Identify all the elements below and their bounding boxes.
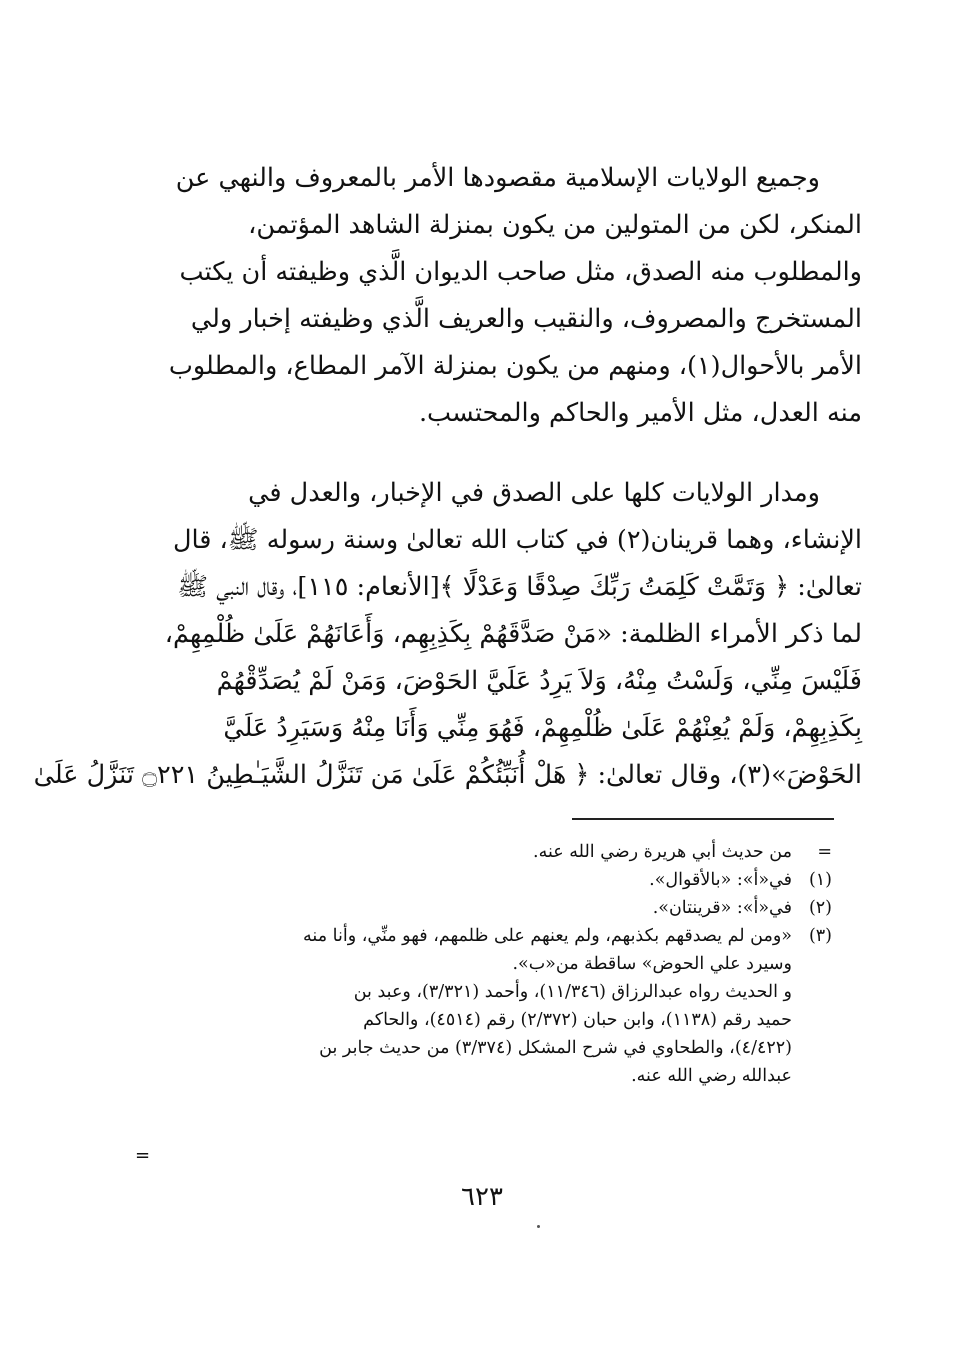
text-line: تعالىٰ: ﴿ وَتَمَّتْ كَلِمَتُ رَبِّكَ صِدْقًا وَعَدْلًا ﴾[الأنعام: ١١٥]، وقال النبي ﷺ xyxy=(177,572,862,602)
footnote-1 xyxy=(120,866,832,894)
text-line: بِكَذِبِهِمْ، وَلَمْ يُعِنْهُمْ عَلَىٰ ظُلْمِهِمْ، فَهُوَ مِنِّي وَأَنَا مِنْهُ وَسَيَرِدُ عَلَيَّ xyxy=(223,713,862,743)
footnote-number: (٣) xyxy=(808,926,832,946)
text-line: الأمر بالأحوال(١)، ومنهم من يكون بمنزلة الآمر المطاع، والمطلوب xyxy=(168,351,862,381)
footnote-text: في«أ»: «قرينتان». xyxy=(652,898,792,918)
footnote-3-line-6: عبدالله رضي الله عنه. xyxy=(631,1066,792,1086)
footnote-3-line-5: (٤/٤٢٢)، والطحاوي في شرح المشكل (٣/٣٧٤) من حديث جابر بن xyxy=(319,1038,792,1058)
footnote-text: في«أ»: «بالأقوال». xyxy=(649,870,792,890)
footnote-continuation xyxy=(120,838,832,866)
footnote-3-line-2: وسيرد علي الحوض» ساقطة من«ب». xyxy=(512,954,792,974)
continuation-mark: = xyxy=(817,842,832,862)
text-line: والمطلوب منه الصدق، مثل صاحب الديوان الَّذي وظيفته أن يكتب xyxy=(179,257,862,287)
footnote-3 xyxy=(120,922,832,950)
footnote-number: (١) xyxy=(808,870,832,890)
text-line: المنكر، لكن من المتولين من يكون بمنزلة الشاهد المؤتمن، xyxy=(248,210,862,240)
text-line: لما ذكر الأمراء الظلمة: «مَنْ صَدَّقَهُمْ بِكَذِبِهِم، وَأَعَانَهُمْ عَلَىٰ ظُلْمِهِمْ، xyxy=(164,619,862,649)
footnote-2 xyxy=(120,894,832,922)
scan-speck xyxy=(537,1225,540,1228)
text-line: فَلَيْسَ مِنِّي، وَلَسْتُ مِنْهُ، وَلاَ يَرِدُ عَلَيَّ الحَوْضَ، وَمَنْ لَمْ يُصَدِّقْهُمْ xyxy=(216,666,862,696)
footnote-3-line-3: و الحديث رواه عبدالرزاق (١١/٣٤٦)، وأحمد (٣/٣٢١)، وعبد بن xyxy=(353,982,792,1002)
main-text xyxy=(33,155,862,799)
footnote-3-line-4: حميد رقم (١١٣٨)، وابن حبان (٢/٣٧٢) رقم (٤٥١٤)، والحاكم xyxy=(363,1010,792,1030)
footnote-text: من حديث أبي هريرة رضي الله عنه. xyxy=(533,842,792,862)
text-line: وجميع الولايات الإسلامية مقصودها الأمر بالمعروف والنهي عن xyxy=(175,163,820,193)
text-line: الإنشاء، وهما قرينان(٢) في كتاب الله تعالىٰ وسنة رسوله ﷺ، قال xyxy=(172,525,862,555)
text-line: منه العدل، مثل الأمير والحاكم والمحتسب. xyxy=(418,398,862,428)
footnotes xyxy=(120,838,832,1090)
page-number: ٦٢٣ xyxy=(461,1182,503,1212)
paragraph-1 xyxy=(148,155,862,437)
footnote-text: «ومن لم يصدقهم بكذبهم، ولم يعنهم على ظلمهم، فهو منِّي، وأنا منه xyxy=(303,926,792,946)
text-line: الحَوْضَ»(٣)، وقال تعالىٰ: ﴿ هَلْ أُنَبِّئُكُمْ عَلَىٰ مَن تَنَزَّلُ الشَّيَـٰطِينُ ۝٢٢١ تَنَزَّلُ عَلَىٰ xyxy=(33,760,862,790)
text-line: ومدار الولايات كلها على الصدق في الإخبار، والعدل في xyxy=(248,478,820,508)
footnote-separator xyxy=(572,818,834,820)
footnote-end-mark: = xyxy=(135,1145,151,1166)
text-line: المستخرج والمصروف، والنقيب والعريف الَّذي وظيفته إخبار ولي xyxy=(190,304,862,334)
paragraph-2 xyxy=(33,470,862,799)
footnote-number: (٢) xyxy=(808,898,832,918)
